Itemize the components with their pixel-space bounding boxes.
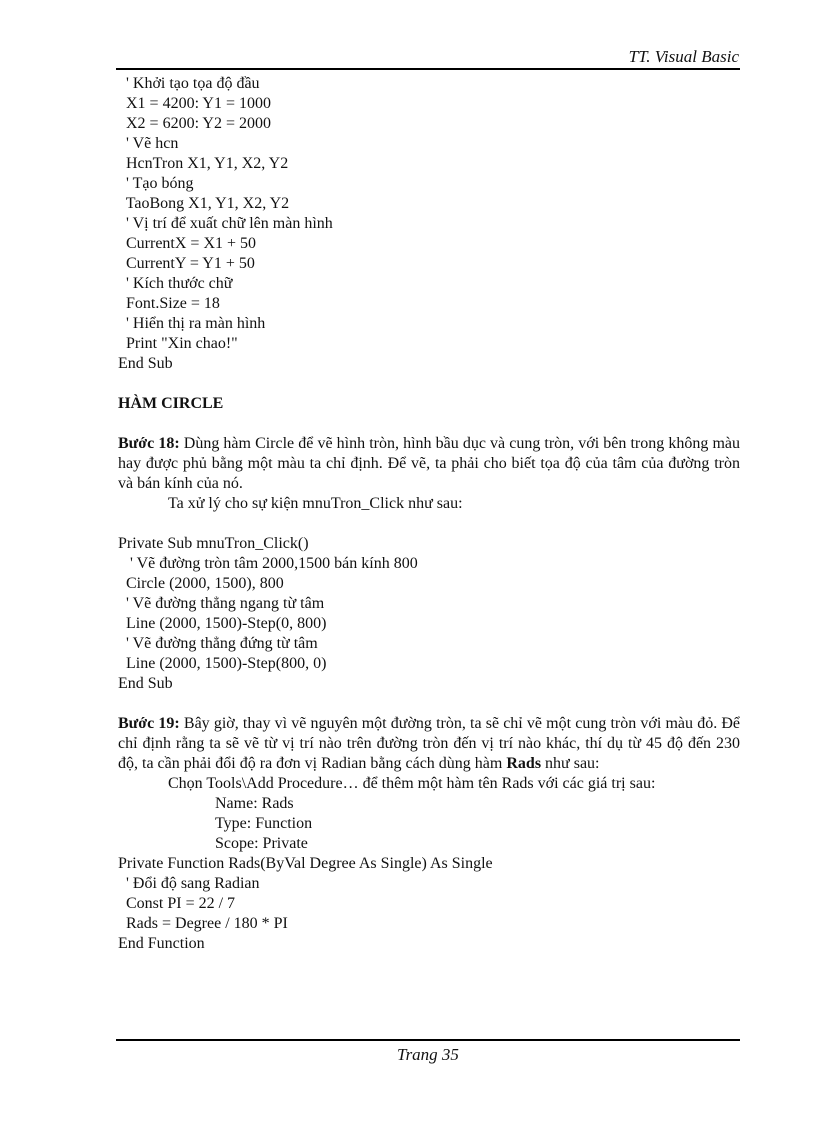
code-line: Private Sub mnuTron_Click() [118, 535, 309, 552]
code-line: ' Vẽ đường thẳng đứng từ tâm [118, 635, 318, 652]
code-block-3 [118, 854, 740, 954]
header-rule [116, 68, 740, 70]
code-line: TaoBong X1, Y1, X2, Y2 [118, 195, 290, 212]
step-19-paragraph [118, 714, 740, 774]
code-line: ' Tạo bóng [118, 175, 194, 192]
code-line: ' Kích thước chữ [118, 275, 233, 292]
page-number: Trang 35 [397, 1045, 459, 1064]
page-content [118, 74, 740, 954]
code-line: End Sub [118, 355, 173, 372]
code-block-2 [118, 534, 740, 694]
code-line: Circle (2000, 1500), 800 [118, 575, 284, 592]
step-18-event-line: Ta xử lý cho sự kiện mnuTron_Click như sau: [168, 495, 463, 512]
code-line: Line (2000, 1500)-Step(800, 0) [118, 655, 327, 672]
code-line: ' Vẽ đường thẳng ngang từ tâm [118, 595, 325, 612]
code-line: ' Khởi tạo tọa độ đầu [118, 75, 260, 92]
code-line: Rads = Degree / 180 * PI [118, 915, 288, 932]
step-18-text: Dùng hàm Circle để vẽ hình tròn, hình bầu dục và cung tròn, với bên trong không màu hay được phủ bằng một màu ta chỉ định. Để vẽ, ta phải cho biết tọa độ của tâm của đường tròn và bán kính của nó. [118, 435, 741, 492]
step-19-text: Bây giờ, thay vì vẽ nguyên một đường tròn, ta sẽ chỉ vẽ một cung tròn với màu đỏ. Để chỉ định rằng ta sẽ vẽ từ vị trí nào trên đường tròn đến vị trí nào khác, thí dụ từ 45 độ đến 230 độ, ta cần phải đổi độ ra đơn vị Radian bằng cách dùng hàm [118, 715, 741, 772]
property-type: Type: Function [215, 815, 313, 832]
code-line: HcnTron X1, Y1, X2, Y2 [118, 155, 289, 172]
code-block-1 [118, 74, 740, 374]
property-name: Name: Rads [215, 795, 294, 812]
footer-rule [116, 1039, 740, 1041]
code-line: End Function [118, 935, 205, 952]
code-line: X2 = 6200: Y2 = 2000 [118, 115, 272, 132]
spacer [118, 414, 740, 434]
code-line: End Sub [118, 675, 173, 692]
code-line: CurrentX = X1 + 50 [118, 235, 257, 252]
spacer [118, 514, 740, 534]
step-18-label: Bước 18: [118, 435, 180, 452]
property-scope: Scope: Private [215, 835, 308, 852]
code-line: Private Function Rads(ByVal Degree As Single) As Single [118, 855, 493, 872]
code-line: Print "Xin chao!" [118, 335, 238, 352]
code-line: X1 = 4200: Y1 = 1000 [118, 95, 272, 112]
spacer [118, 374, 740, 394]
code-line: CurrentY = Y1 + 50 [118, 255, 255, 272]
code-line: Font.Size = 18 [118, 295, 220, 312]
step-18-paragraph [118, 434, 740, 494]
code-line: ' Vẽ hcn [118, 135, 179, 152]
step-19-label: Bước 19: [118, 715, 180, 732]
step-19-text-end: như sau: [541, 755, 600, 772]
header-title: TT. Visual Basic [628, 47, 739, 66]
code-line: ' Vẽ đường tròn tâm 2000,1500 bán kính 800 [118, 555, 418, 572]
spacer [118, 694, 740, 714]
code-line: ' Vị trí để xuất chữ lên màn hình [118, 215, 333, 232]
code-line: Line (2000, 1500)-Step(0, 800) [118, 615, 327, 632]
code-line: ' Đổi độ sang Radian [118, 875, 260, 892]
section-heading: HÀM CIRCLE [118, 395, 224, 412]
step-19-rads: Rads [506, 755, 542, 772]
code-line: Const PI = 22 / 7 [118, 895, 236, 912]
code-line: ' Hiển thị ra màn hình [118, 315, 266, 332]
step-19-tools-line: Chọn Tools\Add Procedure… để thêm một hàm tên Rads với các giá trị sau: [168, 775, 656, 792]
